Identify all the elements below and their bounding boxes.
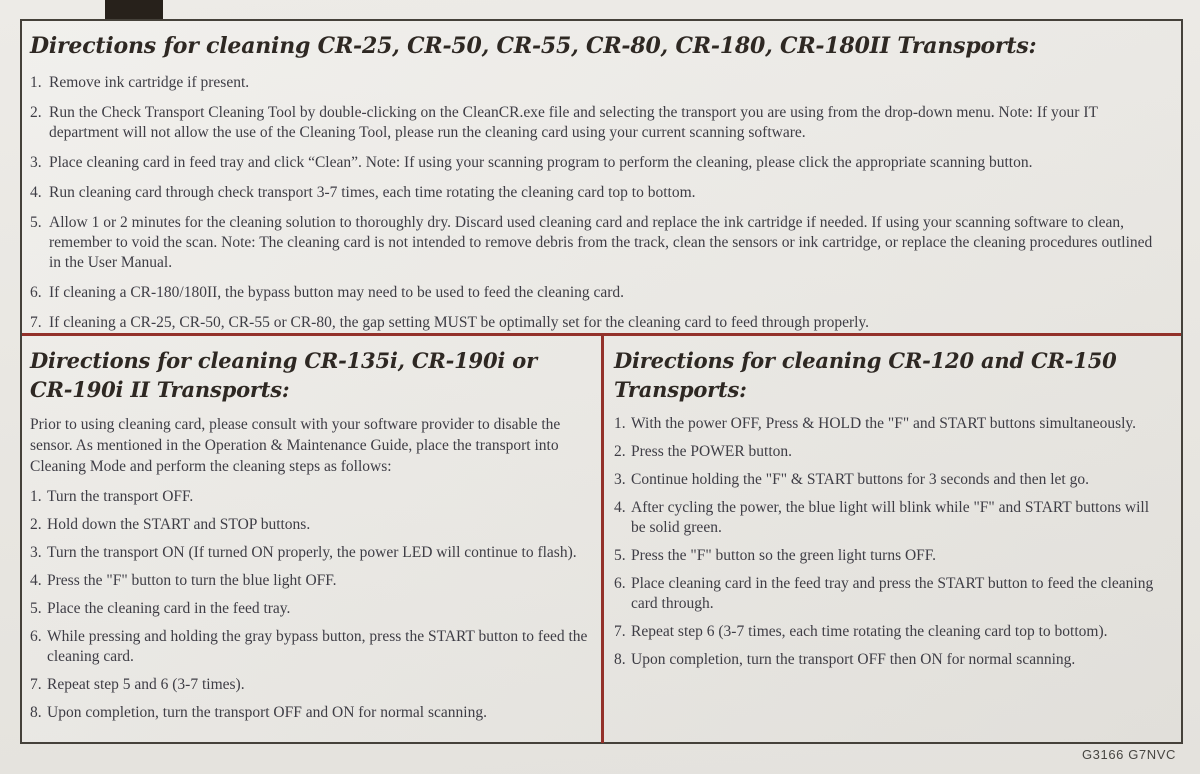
step-number: 1. [614,415,626,432]
step-number: 2. [30,516,42,533]
instruction-step [30,627,595,667]
step-number: 1. [30,488,42,505]
step-text: Continue holding the "F" & START buttons for 3 seconds and then let go. [631,471,1089,488]
instruction-step [614,622,1167,642]
step-text: After cycling the power, the blue light will blink while "F" and START buttons will be solid green. [631,499,1150,536]
step-number: 3. [30,154,42,171]
section-heading-cr135i: Directions for cleaning CR-135i, CR-190i or CR-190i II Transports: [30,348,537,402]
step-text: Upon completion, turn the transport OFF and ON for normal scanning. [47,704,487,721]
step-number: 4. [30,184,42,201]
right-column [604,336,1181,743]
instruction-step [30,313,1161,333]
step-text: Place the cleaning card in the feed tray. [47,600,291,617]
instruction-step [30,515,595,535]
step-text: Press the POWER button. [631,443,793,460]
step-number: 5. [30,214,42,231]
intro-paragraph: Prior to using cleaning card, please consult with your software provider to disable the sensor. As mentioned in the Operation & Maintenance Guide, place the transport into Cleaning Mode and perform the cleaning steps as follows: [30,416,561,475]
step-text: Turn the transport OFF. [47,488,194,505]
instruction-card [20,19,1183,744]
top-section [22,21,1181,336]
instruction-step [614,650,1167,670]
section-heading-cr120: Directions for cleaning CR-120 and CR-150 Transports: [614,348,1117,402]
step-number: 6. [30,284,42,301]
step-text: Place cleaning card in the feed tray and press the START button to feed the cleaning card through. [631,575,1154,612]
instruction-step [30,487,595,507]
step-number: 8. [30,704,42,721]
step-number: 1. [30,74,42,91]
step-number: 5. [30,600,42,617]
step-number: 4. [30,572,42,589]
instruction-step [30,675,595,695]
step-text: Press the "F" button to turn the blue light OFF. [47,572,337,589]
step-number: 6. [30,628,42,645]
step-number: 7. [30,676,42,693]
step-text: Allow 1 or 2 minutes for the cleaning solution to thoroughly dry. Discard used cleaning card and replace the ink cartridge if needed. If using your scanning software to clean, remember to void the scan. Note: The cleaning card is not intended to remove debris from the track, clean the sensors or ink cartridge, or replace the cleaning procedures outlined in the User Manual. [49,214,1153,271]
step-number: 3. [30,544,42,561]
instruction-step [614,470,1167,490]
step-text: If cleaning a CR-25, CR-50, CR-55 or CR-80, the gap setting MUST be optimally set for the cleaning card to feed through properly. [49,314,870,331]
instruction-step [30,571,595,591]
step-text: With the power OFF, Press & HOLD the "F" and START buttons simultaneously. [631,415,1137,432]
instruction-step [30,213,1161,273]
step-number: 3. [614,471,626,488]
instruction-step [614,442,1167,462]
step-number: 6. [614,575,626,592]
step-number: 2. [30,104,42,121]
instruction-step [30,543,595,563]
step-text: While pressing and holding the gray bypass button, press the START button to feed the cleaning card. [47,628,588,665]
step-number: 7. [30,314,42,331]
step-text: Remove ink cartridge if present. [49,74,250,91]
registration-mark [105,0,163,19]
step-text: Run cleaning card through check transport 3-7 times, each time rotating the cleaning card top to bottom. [49,184,696,201]
step-text: Hold down the START and STOP buttons. [47,516,311,533]
step-text: Press the "F" button so the green light turns OFF. [631,547,937,564]
instruction-step [30,153,1161,173]
instruction-step [614,498,1167,538]
step-text: Repeat step 5 and 6 (3-7 times). [47,676,245,693]
step-text: Run the Check Transport Cleaning Tool by double-clicking on the CleanCR.exe file and selecting the transport you are using from the drop-down menu. Note: If your IT department will not allow the use of the Cleaning Tool, please run the cleaning card using your current scanning software. [49,104,1098,141]
instruction-step [30,73,1161,93]
step-text: Turn the transport ON (If turned ON properly, the power LED will continue to flash). [47,544,577,561]
instruction-step [614,546,1167,566]
step-number: 7. [614,623,626,640]
instruction-step [30,703,595,723]
instruction-step [614,414,1167,434]
left-column [22,336,601,743]
step-text: Repeat step 6 (3-7 times, each time rotating the cleaning card top to bottom). [631,623,1108,640]
step-number: 4. [614,499,626,516]
step-number: 2. [614,443,626,460]
instruction-step [30,183,1161,203]
footer-code: G3166 G7NVC [1081,747,1176,762]
instruction-step [614,574,1167,614]
step-text: If cleaning a CR-180/180II, the bypass button may need to be used to feed the cleaning card. [49,284,625,301]
step-text: Upon completion, turn the transport OFF then ON for normal scanning. [631,651,1076,668]
page-title: Directions for cleaning CR-25, CR-50, CR-55, CR-80, CR-180, CR-180II Transports: [30,33,1037,59]
instruction-step [30,103,1161,143]
step-number: 8. [614,651,626,668]
step-number: 5. [614,547,626,564]
instruction-step [30,599,595,619]
step-text: Place cleaning card in feed tray and click “Clean”. Note: If using your scanning program to perform the cleaning, please click the appropriate scanning button. [49,154,1033,171]
instruction-step [30,283,1161,303]
bottom-sections [22,336,1181,743]
